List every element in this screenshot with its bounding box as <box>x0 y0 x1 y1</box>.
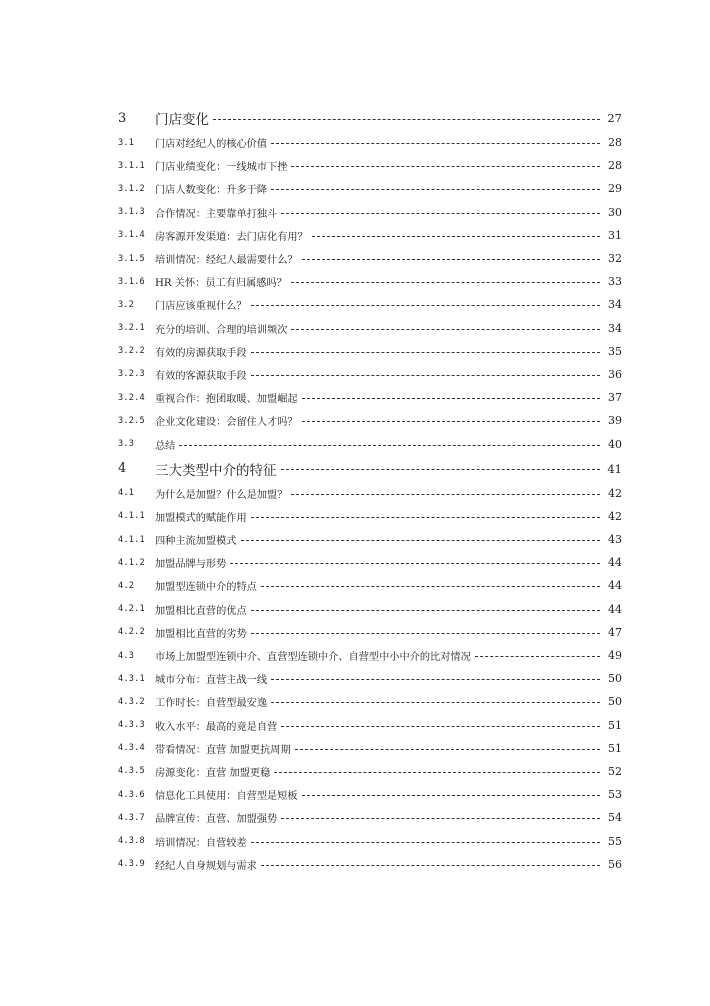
toc-entry-number: 3.1.6 <box>118 276 145 287</box>
toc-entry[interactable] <box>118 409 622 432</box>
toc-entry-title[interactable]: 充分的培训、合理的培训频次 <box>155 324 288 336</box>
toc-entry-title[interactable]: 加盟模式的赋能作用 <box>155 512 247 524</box>
toc-entry-number: 4.2 <box>118 580 135 591</box>
toc-entry-page[interactable]: 37 <box>608 391 622 405</box>
dotted-leader <box>261 586 600 587</box>
dotted-leader <box>271 679 600 680</box>
toc-entry-title[interactable]: 门店人数变化：升多于降 <box>155 185 268 197</box>
toc-entry-title[interactable]: 信息化工具使用：自营型是短板 <box>155 791 298 803</box>
toc-entry-page[interactable]: 56 <box>608 857 622 871</box>
toc-entry[interactable] <box>118 528 622 551</box>
toc-entry[interactable] <box>118 201 622 224</box>
toc-entry-number: 4.3.5 <box>118 766 145 777</box>
toc-entry-title[interactable]: 培训情况：经纪人最需要什么？ <box>155 255 298 267</box>
toc-entry-number: 3.1.1 <box>118 160 145 171</box>
toc-entry-number: 4.3.9 <box>118 859 145 870</box>
toc-entry-page[interactable]: 52 <box>608 764 622 778</box>
toc-entry[interactable] <box>118 317 622 340</box>
table-of-contents <box>118 105 622 876</box>
toc-entry-page[interactable]: 33 <box>608 275 622 289</box>
toc-entry-page[interactable]: 42 <box>608 486 622 500</box>
toc-entry[interactable] <box>118 760 622 783</box>
toc-entry[interactable] <box>118 806 622 829</box>
toc-entry[interactable] <box>118 690 622 713</box>
dotted-leader <box>291 282 600 283</box>
toc-entry-number: 3.3 <box>118 439 135 450</box>
toc-entry-page[interactable]: 53 <box>608 788 622 802</box>
toc-entry-title[interactable]: 总结 <box>155 440 176 452</box>
toc-entry[interactable] <box>118 340 622 363</box>
toc-entry[interactable] <box>118 224 622 247</box>
toc-entry[interactable] <box>118 247 622 270</box>
dotted-leader <box>302 398 600 399</box>
toc-entry-title[interactable]: 四种主流加盟模式 <box>155 536 237 548</box>
toc-entry-title[interactable]: 为什么是加盟？什么是加盟？ <box>155 489 288 501</box>
toc-entry[interactable] <box>118 829 622 852</box>
toc-entry-number: 4.1.2 <box>118 557 145 568</box>
dotted-leader <box>281 469 601 470</box>
dotted-leader <box>302 259 600 260</box>
toc-entry-page[interactable]: 54 <box>608 811 622 825</box>
toc-entry-number: 4.3.1 <box>118 673 145 684</box>
dotted-leader <box>179 445 600 446</box>
toc-entry[interactable] <box>118 737 622 760</box>
dotted-leader <box>230 563 600 564</box>
toc-entry-number: 3.1.2 <box>118 183 145 194</box>
toc-entry-page[interactable]: 50 <box>608 672 622 686</box>
toc-entry-title[interactable]: 有效的客源获取手段 <box>155 370 247 382</box>
toc-entry-number: 3.2.3 <box>118 369 145 380</box>
toc-entry-number: 3.2.5 <box>118 415 145 426</box>
toc-entry-title[interactable]: HR 关怀：员工有归属感吗？ <box>155 278 287 290</box>
dotted-leader <box>241 540 601 541</box>
toc-entry[interactable] <box>118 644 622 667</box>
toc-entry-page[interactable]: 27 <box>607 111 622 125</box>
toc-entry-number: 4.1 <box>118 488 135 499</box>
toc-entry-number: 4.1.1 <box>118 511 145 522</box>
toc-entry[interactable] <box>118 386 622 409</box>
dotted-leader <box>251 610 600 611</box>
dotted-leader <box>271 189 600 190</box>
toc-entry[interactable] <box>118 574 622 597</box>
toc-entry-number: 3.1 <box>118 137 135 148</box>
toc-entry-number: 4.1.1 <box>118 534 145 545</box>
toc-entry-page[interactable]: 44 <box>608 579 622 593</box>
dotted-leader <box>281 726 600 727</box>
toc-entry-title[interactable]: 市场上加盟型连锁中介、直营型连锁中介、自营型中小中介的比对情况 <box>155 652 471 664</box>
toc-entry-page[interactable]: 44 <box>608 602 622 616</box>
toc-entry-title[interactable]: 合作情况：主要靠单打独斗 <box>155 208 278 220</box>
toc-entry-page[interactable]: 36 <box>608 367 622 381</box>
dotted-leader <box>302 421 600 422</box>
toc-entry-title[interactable]: 有效的房源获取手段 <box>155 347 247 359</box>
dotted-leader <box>251 305 600 306</box>
toc-entry-page[interactable]: 43 <box>608 533 622 547</box>
toc-entry-number: 4.3.3 <box>118 720 145 731</box>
toc-entry-page[interactable]: 41 <box>607 461 622 476</box>
toc-entry-title[interactable]: 收入水平：最高的竟是自营 <box>155 721 278 733</box>
toc-entry-page[interactable]: 39 <box>608 414 622 428</box>
toc-entry-title[interactable]: 企业文化建设：会留住人才吗？ <box>155 417 298 429</box>
toc-entry-title[interactable]: 经纪人自身规划与需求 <box>155 860 257 872</box>
toc-entry-page[interactable]: 28 <box>608 159 622 173</box>
toc-entry-page[interactable]: 42 <box>608 509 622 523</box>
toc-entry-title[interactable]: 门店业绩变化：一线城市下挫 <box>155 162 288 174</box>
toc-entry-number: 4.2.2 <box>118 627 145 638</box>
toc-entry-number: 3 <box>118 110 127 126</box>
toc-entry-page[interactable]: 29 <box>608 182 622 196</box>
toc-entry[interactable] <box>118 598 622 621</box>
toc-entry[interactable] <box>118 482 622 505</box>
dotted-leader <box>302 795 600 796</box>
dotted-leader <box>281 818 600 819</box>
toc-entry-title[interactable]: 培训情况：自营较差 <box>155 837 247 849</box>
toc-entry-title[interactable]: 加盟品牌与形势 <box>155 559 227 571</box>
toc-entry-page[interactable]: 30 <box>608 205 622 219</box>
dotted-leader <box>291 494 600 495</box>
toc-entry[interactable] <box>118 783 622 806</box>
toc-entry[interactable] <box>118 363 622 386</box>
toc-entry-title[interactable]: 加盟相比直营的优点 <box>155 605 247 617</box>
toc-entry-number: 4.3.7 <box>118 812 145 823</box>
toc-entry[interactable] <box>118 853 622 876</box>
dotted-leader <box>295 749 600 750</box>
toc-entry-page[interactable]: 50 <box>608 695 622 709</box>
toc-entry-page[interactable]: 51 <box>608 741 622 755</box>
toc-entry-page[interactable]: 51 <box>608 718 622 732</box>
dotted-leader <box>251 842 600 843</box>
toc-entry-page[interactable]: 34 <box>608 298 622 312</box>
dotted-leader <box>274 772 600 773</box>
toc-entry-number: 4 <box>118 461 127 477</box>
toc-entry-number: 4.3.8 <box>118 836 145 847</box>
toc-entry[interactable] <box>118 621 622 644</box>
dotted-leader <box>291 166 600 167</box>
toc-entry-title[interactable]: 加盟相比直营的劣势 <box>155 628 247 640</box>
toc-entry-title[interactable]: 门店应该重视什么？ <box>155 301 247 313</box>
dotted-leader <box>312 236 600 237</box>
toc-entry-title[interactable]: 城市分布：直营主战一线 <box>155 675 268 687</box>
toc-entry-title[interactable]: 门店变化 <box>155 112 209 128</box>
toc-entry-number: 3.2.4 <box>118 392 145 403</box>
toc-entry[interactable] <box>118 456 622 482</box>
toc-entry-title[interactable]: 品牌宣传：直营、加盟强势 <box>155 814 278 826</box>
toc-entry-title[interactable]: 房客源开发渠道：去门店化有用？ <box>155 231 308 243</box>
toc-entry[interactable] <box>118 131 622 154</box>
dotted-leader <box>271 143 600 144</box>
toc-entry-page[interactable]: 55 <box>608 834 622 848</box>
toc-entry-page[interactable]: 49 <box>608 649 622 663</box>
toc-entry-title[interactable]: 三大类型中介的特征 <box>155 462 277 479</box>
toc-entry[interactable] <box>118 177 622 200</box>
toc-entry-page[interactable]: 47 <box>608 625 622 639</box>
toc-entry-number: 4.3.2 <box>118 696 145 707</box>
dotted-leader <box>251 375 600 376</box>
dotted-leader <box>281 213 600 214</box>
toc-entry-number: 4.3.6 <box>118 789 145 800</box>
toc-entry-title[interactable]: 加盟型连锁中介的特点 <box>155 582 257 594</box>
toc-entry[interactable] <box>118 505 622 528</box>
toc-entry[interactable] <box>118 714 622 737</box>
toc-entry[interactable] <box>118 105 622 131</box>
toc-entry-title[interactable]: 房源变化：直营 加盟更稳 <box>155 767 271 779</box>
toc-entry-number: 4.2.1 <box>118 604 145 615</box>
toc-entry-number: 3.2.2 <box>118 346 145 357</box>
dotted-leader <box>261 865 600 866</box>
dotted-leader <box>251 517 600 518</box>
toc-entry-page[interactable]: 31 <box>608 228 622 242</box>
toc-entry-page[interactable]: 40 <box>608 437 622 451</box>
toc-entry-title[interactable]: 工作时长：自营型最安逸 <box>155 698 268 710</box>
toc-entry-title[interactable]: 重视合作：抱团取暖、加盟崛起 <box>155 394 298 406</box>
toc-entry[interactable] <box>118 154 622 177</box>
toc-entry-number: 3.2 <box>118 299 135 310</box>
toc-entry[interactable] <box>118 432 622 455</box>
dotted-leader <box>475 656 600 657</box>
dotted-leader <box>251 352 600 353</box>
toc-entry-title[interactable]: 门店对经纪人的核心价值 <box>155 139 268 151</box>
dotted-leader <box>213 119 600 120</box>
toc-entry-page[interactable]: 32 <box>608 252 622 266</box>
toc-entry-number: 3.1.3 <box>118 207 145 218</box>
toc-entry-number: 4.3 <box>118 650 135 661</box>
toc-entry-number: 4.3.4 <box>118 743 145 754</box>
toc-entry-page[interactable]: 28 <box>608 136 622 150</box>
dotted-leader <box>251 633 600 634</box>
toc-entry[interactable] <box>118 270 622 293</box>
toc-entry-number: 3.1.4 <box>118 230 145 241</box>
toc-entry-title[interactable]: 带看情况：直营 加盟更抗周期 <box>155 744 291 756</box>
toc-entry[interactable] <box>118 293 622 316</box>
dotted-leader <box>291 329 600 330</box>
dotted-leader <box>271 702 600 703</box>
toc-entry[interactable] <box>118 667 622 690</box>
toc-entry-number: 3.2.1 <box>118 323 145 334</box>
toc-entry-page[interactable]: 34 <box>608 321 622 335</box>
toc-entry-number: 3.1.5 <box>118 253 145 264</box>
toc-entry-page[interactable]: 44 <box>608 556 622 570</box>
toc-entry[interactable] <box>118 551 622 574</box>
toc-entry-page[interactable]: 35 <box>608 344 622 358</box>
